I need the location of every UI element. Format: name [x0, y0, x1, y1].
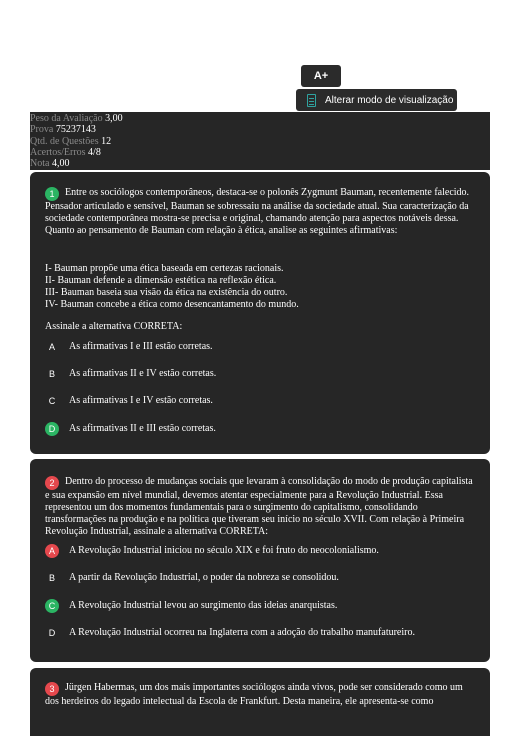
option-letter-correct: C — [45, 599, 59, 613]
question-3-text: 3 Jürgen Habermas, um dos mais importantes sociólogos ainda vivos, pode ser considerado como um dos herdeiros do legado intelectual da Escola de Frankfurt. Desta maneira, ele apresenta-se como — [45, 682, 463, 707]
option-text: A Revolução Industrial ocorreu na Inglaterra com a adoção do trabalho manufatureiro. — [69, 627, 415, 638]
question-card-1 — [30, 172, 490, 454]
option-letter: C — [48, 396, 56, 406]
option-text: A Revolução Industrial levou ao surgimento das ideias anarquistas. — [69, 600, 338, 611]
statement: I- Bauman propõe uma ética baseada em certezas racionais. — [45, 263, 284, 274]
question-card-3 — [30, 668, 490, 736]
exam-summary — [30, 112, 490, 170]
question-number-badge: 2 — [45, 476, 59, 490]
option-letter: B — [48, 369, 55, 379]
question-prompt: Assinale a alternativa CORRETA: — [45, 321, 183, 332]
answer-option-b[interactable] — [45, 570, 475, 586]
option-letter-wrong: A — [45, 544, 59, 558]
summary-weight: Peso da Avaliação 3,00 — [30, 113, 123, 124]
option-text: A Revolução Industrial iniciou no século XIX e foi fruto do neocolonialismo. — [69, 545, 379, 556]
option-letter-correct: D — [45, 422, 59, 436]
statement: III- Bauman baseia sua visão da ética na existência do outro. — [45, 287, 288, 298]
question-2-text: 2 Dentro do processo de mudanças sociais que levaram à consolidação do modo de produção capitalista e sua expansão em nível mundial, devemos atentar especialmente para a Revolução Industrial. Essa representou um dos momentos fundamentais para o surgimento do capitalismo, consolidando transformações na produção e na política que tiveram seu início no século XVII. Com relação à Primeira Revolução Industrial, assinale a alternativa CORRETA: — [45, 476, 473, 537]
option-text: As afirmativas II e III estão corretas. — [69, 423, 216, 434]
summary-grade: Nota 4,00 — [30, 158, 70, 170]
option-text: As afirmativas I e III estão corretas. — [69, 341, 213, 352]
document-icon — [307, 94, 316, 107]
answer-option-a[interactable] — [45, 339, 475, 355]
increase-font-button[interactable]: A+ — [301, 65, 341, 87]
change-view-mode-button[interactable] — [296, 89, 457, 111]
summary-exam: Prova 75237143 — [30, 124, 96, 136]
question-number-badge: 1 — [45, 187, 59, 201]
change-view-mode-label: Alterar modo de visualização — [325, 94, 454, 106]
answer-option-a[interactable] — [45, 543, 475, 559]
option-letter: D — [48, 628, 56, 638]
option-text: As afirmativas II e IV estão corretas. — [69, 368, 217, 379]
question-number-badge: 3 — [45, 682, 59, 696]
summary-hits-misses: Acertos/Erros 4/8 — [30, 146, 101, 158]
option-letter: A — [48, 342, 55, 352]
question-1-text: 1 Entre os sociólogos contemporâneos, destaca-se o polonês Zygmunt Bauman, recentemente falecido. Pensador articulado e sensível, Bauman se sobressaiu na análise da sociedade atual. Sua caracterização da sociedade contemporânea mostra-se precisa e original, chamando atenção para aspectos notáveis dessa. Quanto ao pensamento de Bauman com relação à ética, analise as seguintes afirmativas: — [45, 187, 470, 236]
question-card-2 — [30, 459, 490, 662]
answer-option-b[interactable] — [45, 366, 475, 382]
statement: IV- Bauman concebe a ética como desencantamento do mundo. — [45, 299, 299, 310]
statement: II- Bauman defende a dimensão estética na reflexão ética. — [45, 275, 277, 286]
answer-option-c[interactable] — [45, 393, 475, 409]
option-text: A partir da Revolução Industrial, o poder da nobreza se consolidou. — [69, 572, 339, 583]
option-letter: B — [48, 573, 55, 583]
answer-option-d[interactable] — [45, 625, 475, 641]
summary-question-count: Qtd. de Questões 12 — [30, 135, 112, 147]
option-text: As afirmativas I e IV estão corretas. — [69, 395, 213, 406]
answer-option-d[interactable] — [45, 421, 475, 437]
answer-option-c[interactable] — [45, 598, 475, 614]
